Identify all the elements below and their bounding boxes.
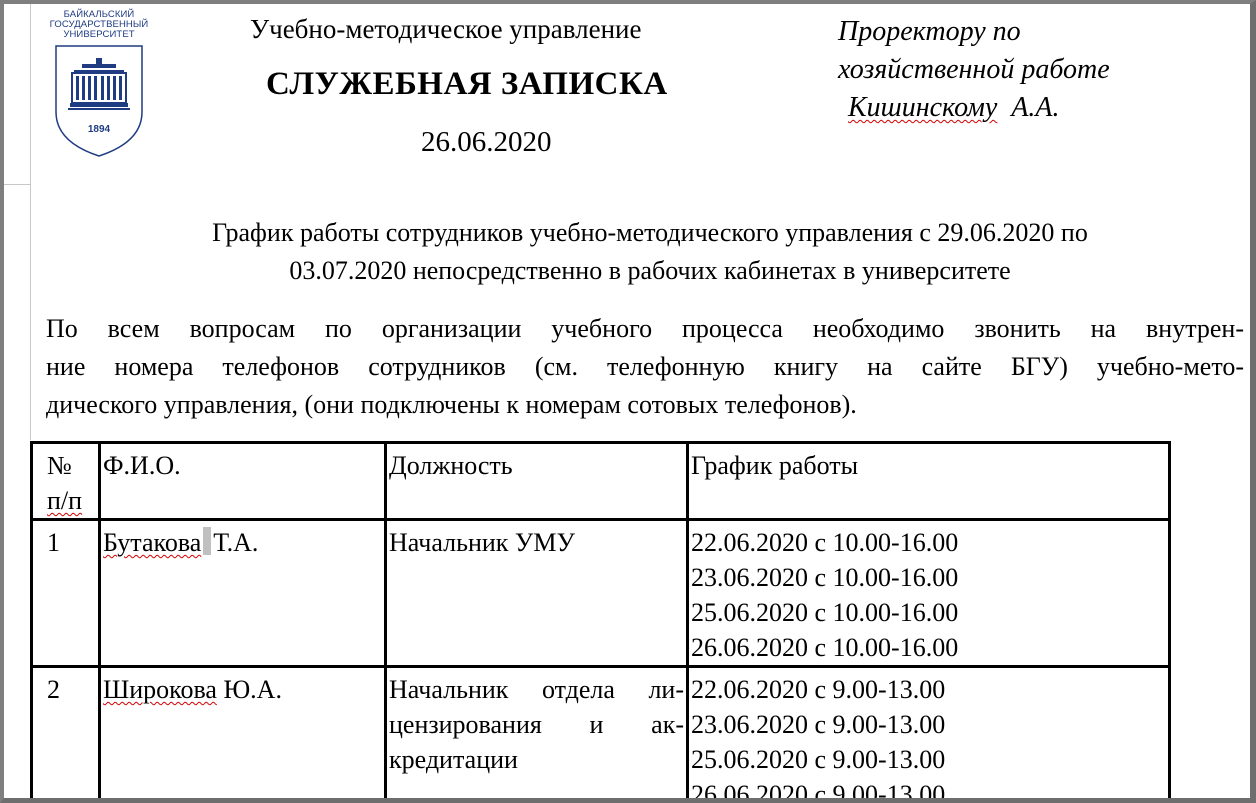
table-header-row xyxy=(32,443,1170,520)
position-line: цензирования и ак- xyxy=(389,710,684,739)
intro-line2: ние номера телефонов сотрудников (см. телефонную книгу на сайте БГУ) учебно-мето- xyxy=(46,352,1244,381)
employee-initials: Т.А. xyxy=(213,528,259,557)
intro-paragraph xyxy=(46,310,1244,424)
schedule-entry: 22.06.2020 с 10.00-16.00 xyxy=(691,528,959,557)
schedule-entry: 26.06.2020 с 10.00-16.00 xyxy=(691,633,959,662)
title-line2: 03.07.2020 непосредственно в рабочих кабинетах в университете xyxy=(289,256,1011,285)
text-selection-mark xyxy=(203,527,211,555)
intro-line1: По всем вопросам по организации учебного процесса необходимо звонить на внутрен- xyxy=(46,314,1244,343)
document-date: 26.06.2020 xyxy=(421,126,552,158)
logo-year: 1894 xyxy=(87,124,111,135)
university-logo xyxy=(47,10,151,165)
employee-surname: Широкова xyxy=(103,675,217,704)
table-row xyxy=(32,667,1170,803)
schedule-entry: 22.06.2020 с 9.00-13.00 xyxy=(691,675,946,704)
employee-schedule xyxy=(688,667,1170,803)
schedule-entry: 23.06.2020 с 9.00-13.00 xyxy=(691,710,946,739)
page-margin-guide-vertical xyxy=(30,0,31,440)
intro-line3: дического управления, (они подключены к номерам сотовых телефонов). xyxy=(46,390,857,419)
header-number-abbr: п/п xyxy=(47,486,83,515)
document-type: СЛУЖЕБНАЯ ЗАПИСКА xyxy=(266,66,668,102)
employee-position: Начальник УМУ xyxy=(386,520,688,667)
employee-name xyxy=(100,667,386,803)
header-number xyxy=(32,443,100,520)
row-number: 1 xyxy=(32,520,100,667)
department-name: Учебно-методическое управление xyxy=(250,14,642,44)
schedule-table xyxy=(30,441,1171,803)
header-number-symbol: № xyxy=(47,451,72,480)
schedule-entry: 23.06.2020 с 10.00-16.00 xyxy=(691,563,959,592)
logo-text-line1: БАЙКАЛЬСКИЙ xyxy=(63,9,135,20)
title-line1: График работы сотрудников учебно-методического управления с 29.06.2020 по xyxy=(212,218,1088,247)
schedule-entry: 26.06.2020 с 9.00-13.00 xyxy=(691,780,946,803)
header-position: Должность xyxy=(386,443,688,520)
employee-surname: Бутакова xyxy=(103,528,202,557)
addressee-surname: Кишинскому xyxy=(848,92,998,123)
schedule-entry: 25.06.2020 с 9.00-13.00 xyxy=(691,745,946,774)
logo-text-line2: ГОСУДАРСТВЕННЫЙ xyxy=(49,19,149,30)
employee-name xyxy=(100,520,386,667)
addressee-initials: А.А. xyxy=(1011,92,1060,123)
addressee-block xyxy=(838,13,1110,127)
schedule-entry: 25.06.2020 с 10.00-16.00 xyxy=(691,598,959,627)
addressee-name-line xyxy=(838,89,1110,127)
logo-text-line3: УНИВЕРСИТЕТ xyxy=(63,29,135,40)
header-name: Ф.И.О. xyxy=(100,443,386,520)
position-line: Начальник отдела ли- xyxy=(389,675,684,704)
employee-schedule xyxy=(688,520,1170,667)
table-row xyxy=(32,520,1170,667)
addressee-line1: Проректору по xyxy=(838,16,1021,47)
header-schedule: График работы xyxy=(688,443,1170,520)
employee-position xyxy=(386,667,688,803)
page-margin-guide-horizontal xyxy=(0,184,30,185)
row-number: 2 xyxy=(32,667,100,803)
university-building-emblem-icon xyxy=(52,42,146,160)
schedule-title xyxy=(60,214,1240,290)
employee-initials: Ю.А. xyxy=(223,675,282,704)
addressee-line2: хозяйственной работе xyxy=(838,54,1110,85)
position-line: кредитации xyxy=(389,745,518,774)
